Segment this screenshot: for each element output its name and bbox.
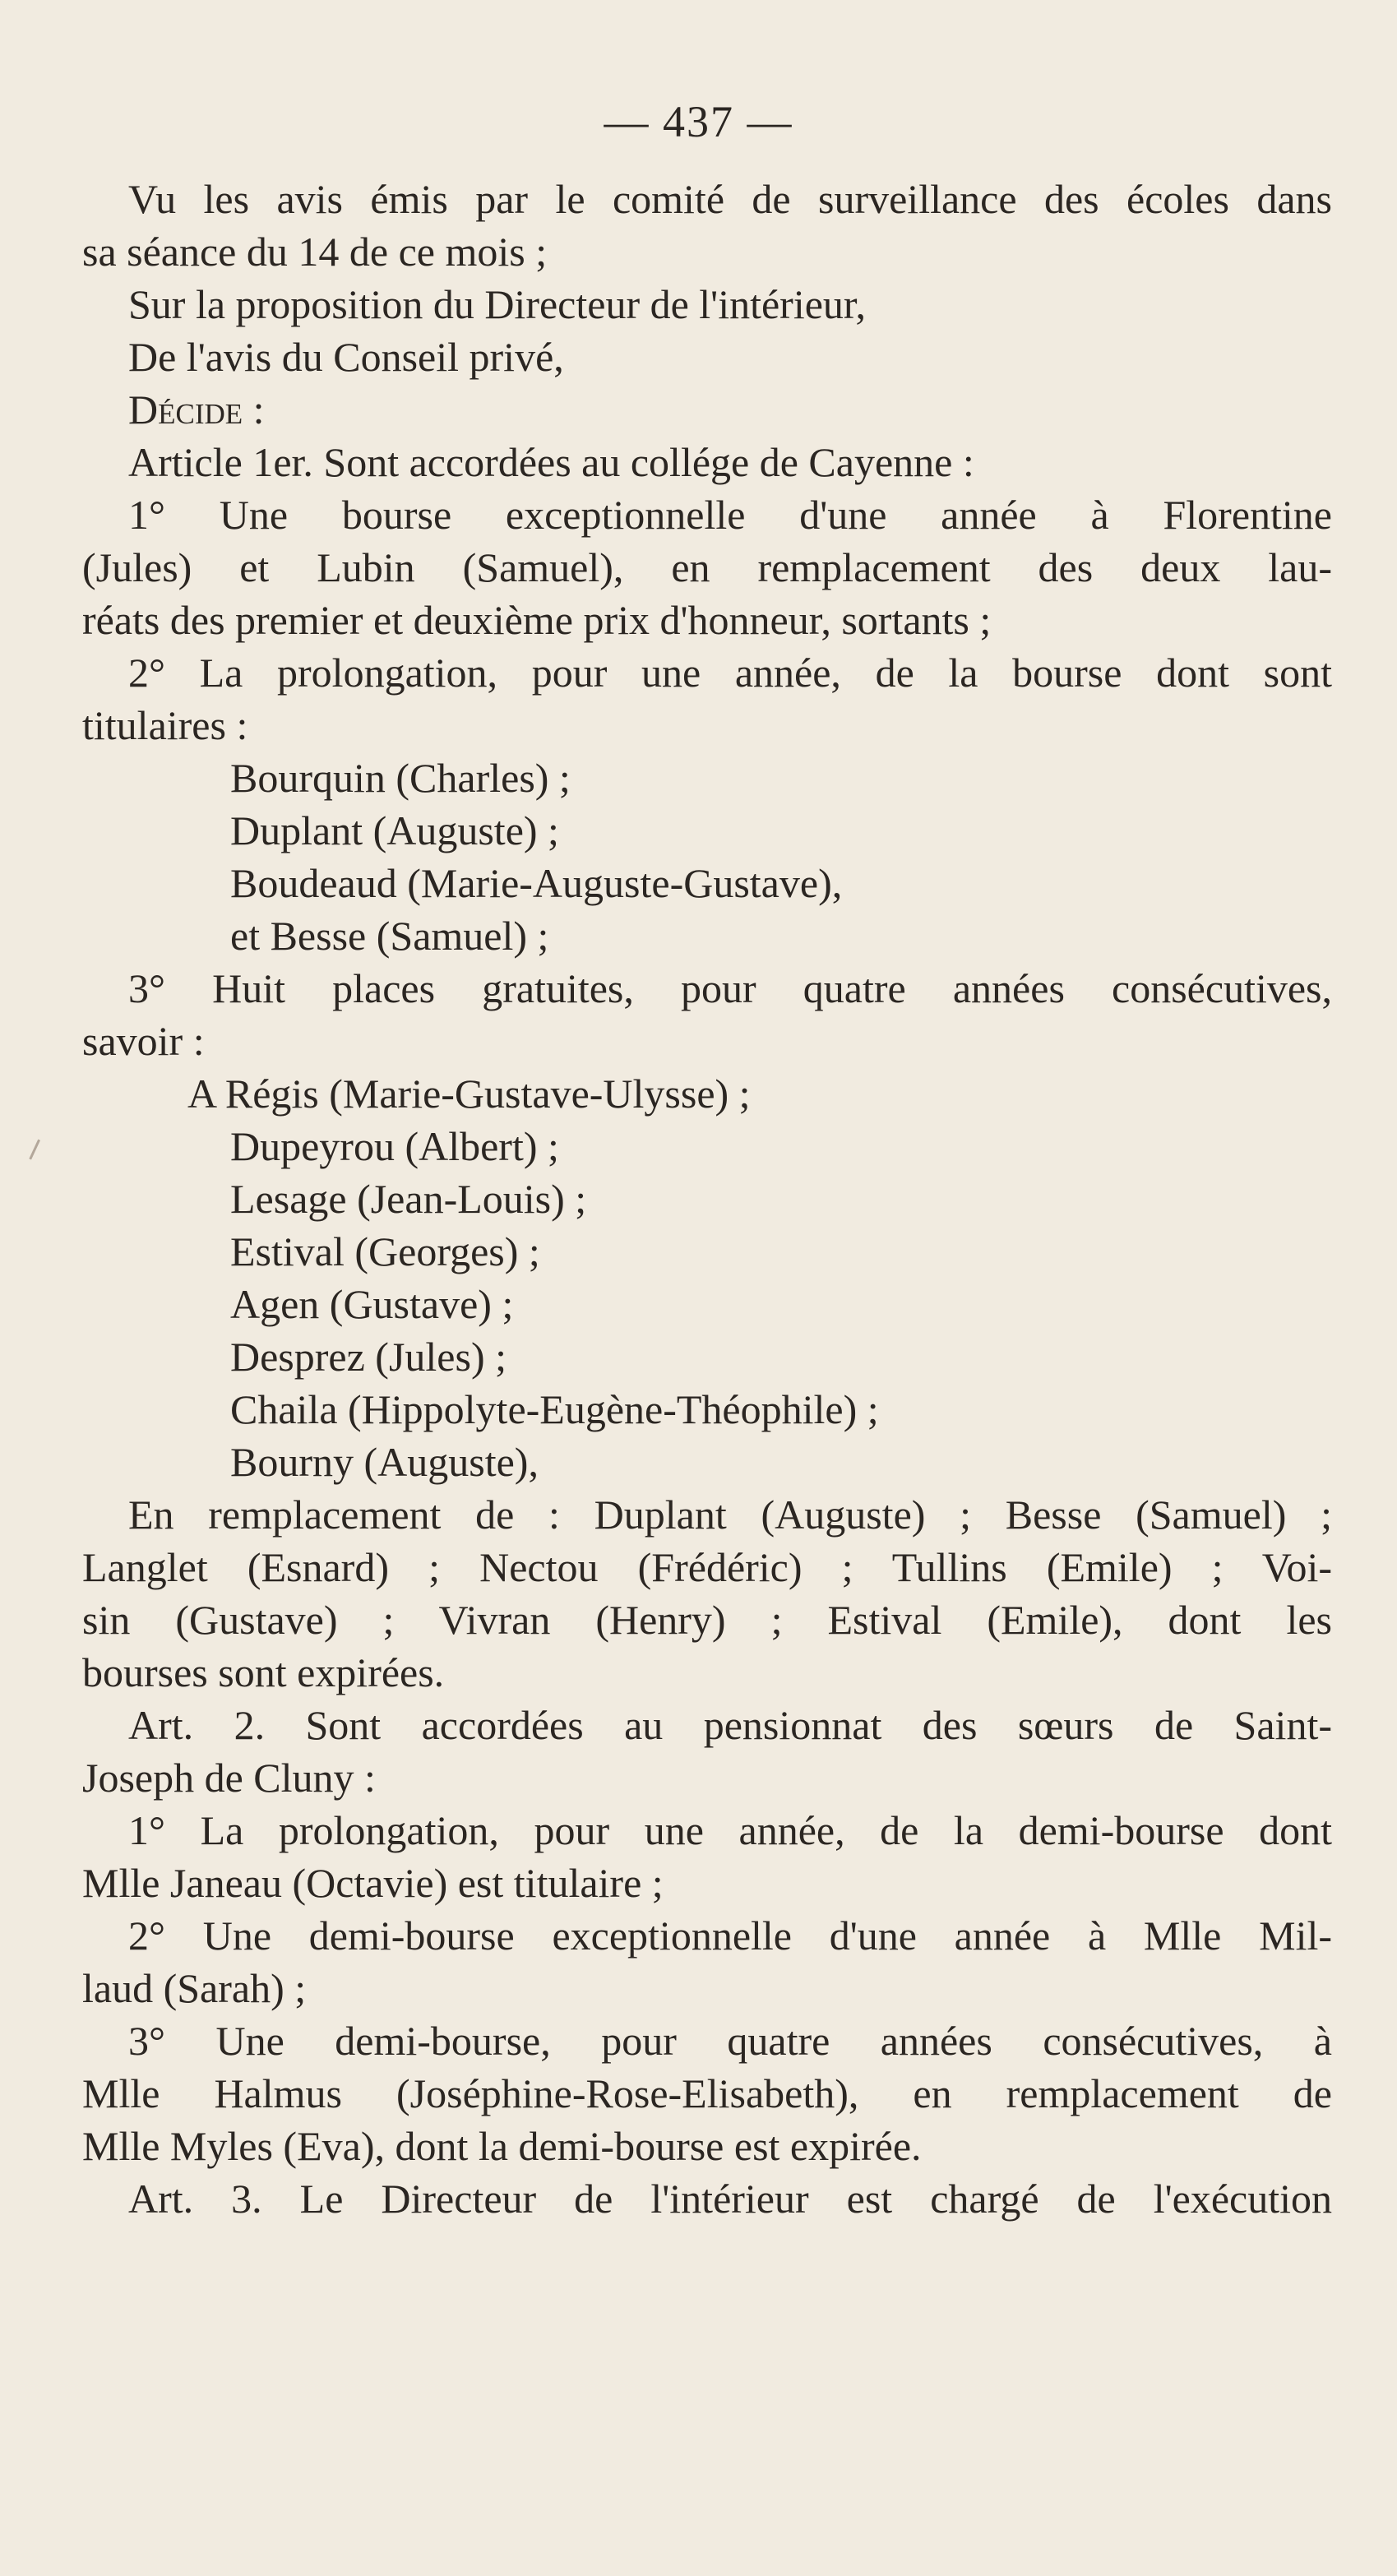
text-line: Mlle Halmus (Joséphine-Rose-Elisabeth), en remplacement de xyxy=(82,2070,1332,2116)
text-line: Duplant (Auguste) ; xyxy=(230,807,559,853)
text-line: Chaila (Hippolyte-Eugène-Théophile) ; xyxy=(230,1386,879,1432)
text-line: 2° La prolongation, pour une année, de la bourse dont sont xyxy=(128,650,1332,696)
text-line: réats des premier et deuxième prix d'honneur, sortants ; xyxy=(82,597,992,643)
text-line: Lesage (Jean-Louis) ; xyxy=(230,1176,587,1222)
text-line: Desprez (Jules) ; xyxy=(230,1334,507,1380)
text-line: Joseph de Cluny : xyxy=(82,1755,376,1801)
text-line: savoir : xyxy=(82,1018,205,1064)
text-line: Mlle Myles (Eva), dont la demi-bourse est expirée. xyxy=(82,2123,922,2169)
text-line: bourses sont expirées. xyxy=(82,1649,445,1695)
text-line: Estival (Georges) ; xyxy=(230,1228,540,1274)
text-line: Décide : xyxy=(128,386,265,432)
text-line: A Régis (Marie-Gustave-Ulysse) ; xyxy=(187,1071,751,1117)
text-line: Dupeyrou (Albert) ; xyxy=(230,1123,559,1169)
text-line: sa séance du 14 de ce mois ; xyxy=(82,229,548,275)
text-line: Art. 2. Sont accordées au pensionnat des sœurs de Saint- xyxy=(128,1702,1332,1748)
margin-mark xyxy=(29,1140,50,1165)
text-line: En remplacement de : Duplant (Auguste) ; Besse (Samuel) ; xyxy=(128,1491,1332,1538)
text-line: titulaires : xyxy=(82,702,248,748)
text-line: Langlet (Esnard) ; Nectou (Frédéric) ; Tullins (Emile) ; Voi- xyxy=(82,1544,1332,1590)
text-line: Bourquin (Charles) ; xyxy=(230,755,571,801)
text-line: sin (Gustave) ; Vivran (Henry) ; Estival (Emile), dont les xyxy=(82,1597,1332,1643)
text-line: Art. 3. Le Directeur de l'intérieur est chargé de l'exécution xyxy=(128,2176,1332,2222)
body-text xyxy=(82,173,1332,2225)
text-line: Vu les avis émis par le comité de surveillance des écoles dans xyxy=(128,176,1332,222)
text-line: Mlle Janeau (Octavie) est titulaire ; xyxy=(82,1860,664,1906)
text-line: De l'avis du Conseil privé, xyxy=(128,334,564,380)
text-line: Bourny (Auguste), xyxy=(230,1439,539,1485)
text-line: Agen (Gustave) ; xyxy=(230,1281,514,1327)
text-line: 3° Huit places gratuites, pour quatre années consécutives, xyxy=(128,965,1332,1011)
text-line: 1° Une bourse exceptionnelle d'une année à Florentine xyxy=(128,492,1332,538)
text-line: 3° Une demi-bourse, pour quatre années consécutives, à xyxy=(128,2018,1332,2064)
text-line: (Jules) et Lubin (Samuel), en remplacement des deux lau- xyxy=(82,544,1332,590)
text-line: laud (Sarah) ; xyxy=(82,1965,307,2011)
text-line: et Besse (Samuel) ; xyxy=(230,913,549,959)
text-line: Sur la proposition du Directeur de l'intérieur, xyxy=(128,281,867,327)
text-line: Article 1er. Sont accordées au collége de Cayenne : xyxy=(128,439,974,485)
text-line: Boudeaud (Marie-Auguste-Gustave), xyxy=(230,860,843,906)
page-number: — 437 — xyxy=(604,97,793,146)
text-line: 2° Une demi-bourse exceptionnelle d'une année à Mlle Mil- xyxy=(128,1912,1332,1959)
text-line: 1° La prolongation, pour une année, de la demi-bourse dont xyxy=(128,1807,1332,1853)
